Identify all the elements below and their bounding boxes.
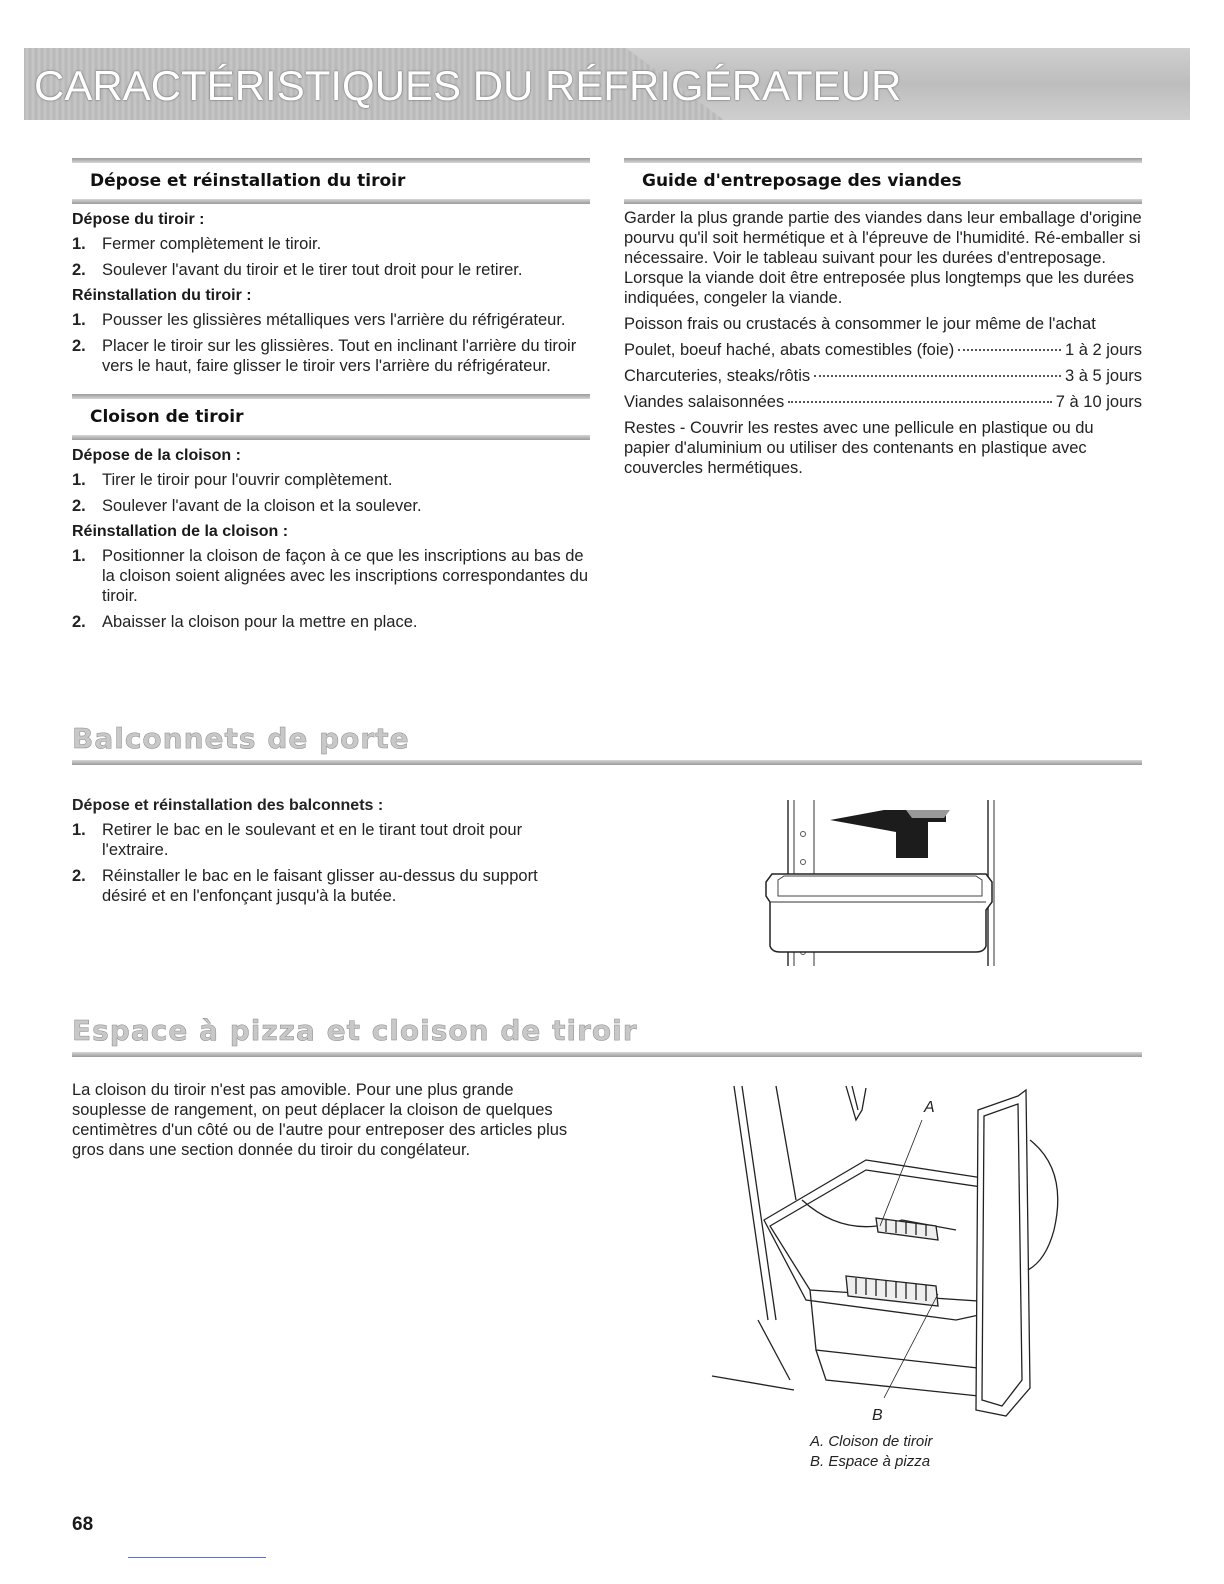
meat-fish: Poisson frais ou crustacés à consommer le jour même de l'achat [624, 315, 1096, 333]
meat-heading: Guide d'entreposage des viandes [642, 171, 962, 191]
meat-row: Poulet, boeuf haché, abats comestibles (foie) 1 à 2 jours [624, 341, 1142, 359]
meat-row: Viandes salaisonnées 7 à 10 jours [624, 393, 1142, 411]
caption-b: B. Espace à pizza [810, 1453, 931, 1470]
divider-reinstall-label: Réinstallation de la cloison : [72, 523, 289, 540]
divider-heading: Cloison de tiroir [90, 407, 244, 427]
list-item: 1. Retirer le bac en le soulevant et en le tirant tout droit pour l'extraire. [72, 821, 523, 859]
page-title: CARACTÉRISTIQUES DU RÉFRIGÉRATEUR [34, 62, 902, 109]
drawer-reinstall-steps [72, 310, 590, 376]
divider-remove-label: Dépose de la cloison : [72, 447, 241, 464]
pizza-rule [72, 1052, 1142, 1057]
figure-caption [810, 1432, 933, 1472]
header-banner [24, 48, 1190, 120]
meat-row: Charcuteries, steaks/rôtis 3 à 5 jours [624, 367, 1142, 385]
list-item: 1. Fermer complètement le tiroir. [72, 235, 322, 253]
footer-line [128, 1557, 266, 1558]
meat-leftovers: Restes - Couvrir les restes avec une pellicule en plastique ou du papier d'aluminium ou utiliser des contenants en plastique avec couvercles hermétiques. [624, 419, 1094, 477]
list-item: 2. Abaisser la cloison pour la mettre en place. [72, 613, 418, 631]
pizza-title: Espace à pizza et cloison de tiroir [72, 1014, 638, 1047]
list-item: 2. Soulever l'avant du tiroir et le tirer tout droit pour le retirer. [72, 261, 523, 279]
list-item: 1. Pousser les glissières métalliques vers l'arrière du réfrigérateur. [72, 311, 566, 329]
list-item: 2. Placer le tiroir sur les glissières. Tout en inclinant l'arrière du tiroir vers le haut, faire glisser le tiroir vers l'arrière du réfrigérateur. [72, 337, 577, 375]
list-item: 1. Tirer le tiroir pour l'ouvrir complètement. [72, 471, 393, 489]
divider-heading-bar [72, 394, 590, 440]
bins-steps [72, 820, 582, 906]
callout-b: B [872, 1407, 883, 1424]
left-column [72, 158, 590, 638]
bins-rule [72, 760, 1142, 765]
list-item: 1. Positionner la cloison de façon à ce que les inscriptions au bas de la cloison soient alignées avec les inscriptions correspondantes du tiroir. [72, 547, 589, 605]
door-bin-illustration [756, 798, 1006, 968]
bins-label: Dépose et réinstallation des balconnets : [72, 797, 384, 814]
drawer-illustration [706, 1080, 1068, 1430]
drawer-reinstall-label: Réinstallation du tiroir : [72, 287, 252, 304]
drawer-heading: Dépose et réinstallation du tiroir [90, 171, 406, 191]
caption-a: A. Cloison de tiroir [810, 1433, 933, 1450]
bins-block [72, 790, 582, 912]
page-number: 68 [72, 1514, 94, 1535]
right-column [624, 158, 1142, 484]
drawer-remove-label: Dépose du tiroir : [72, 211, 205, 228]
pizza-body: La cloison du tiroir n'est pas amovible. Pour une plus grande souplesse de rangement, on peut déplacer la cloison de quelques centimètres d'un côté ou de l'autre pour entreposer des articles plus gros dans une section donnée du tiroir du congélateur. [72, 1081, 568, 1159]
divider-remove-steps [72, 470, 590, 516]
meat-heading-bar [624, 158, 1142, 204]
bins-title: Balconnets de porte [72, 722, 410, 755]
meat-intro: Garder la plus grande partie des viandes dans leur emballage d'origine pourvu qu'il soit hermétique et à l'épreuve de l'humidité. Ré-emballer si nécessaire. Voir le tableau suivant pour les durées d'entreposage. Lorsque la viande doit être entreposée plus longtemps que les durées indiquées, congeler la viande. [624, 209, 1142, 307]
callout-a: A [924, 1099, 935, 1116]
drawer-heading-bar [72, 158, 590, 204]
divider-reinstall-steps [72, 546, 590, 632]
list-item: 2. Soulever l'avant de la cloison et la soulever. [72, 497, 422, 515]
list-item: 2. Réinstaller le bac en le faisant glisser au-dessus du support désiré et en l'enfonçant jusqu'à la butée. [72, 867, 538, 905]
drawer-remove-steps [72, 234, 590, 280]
